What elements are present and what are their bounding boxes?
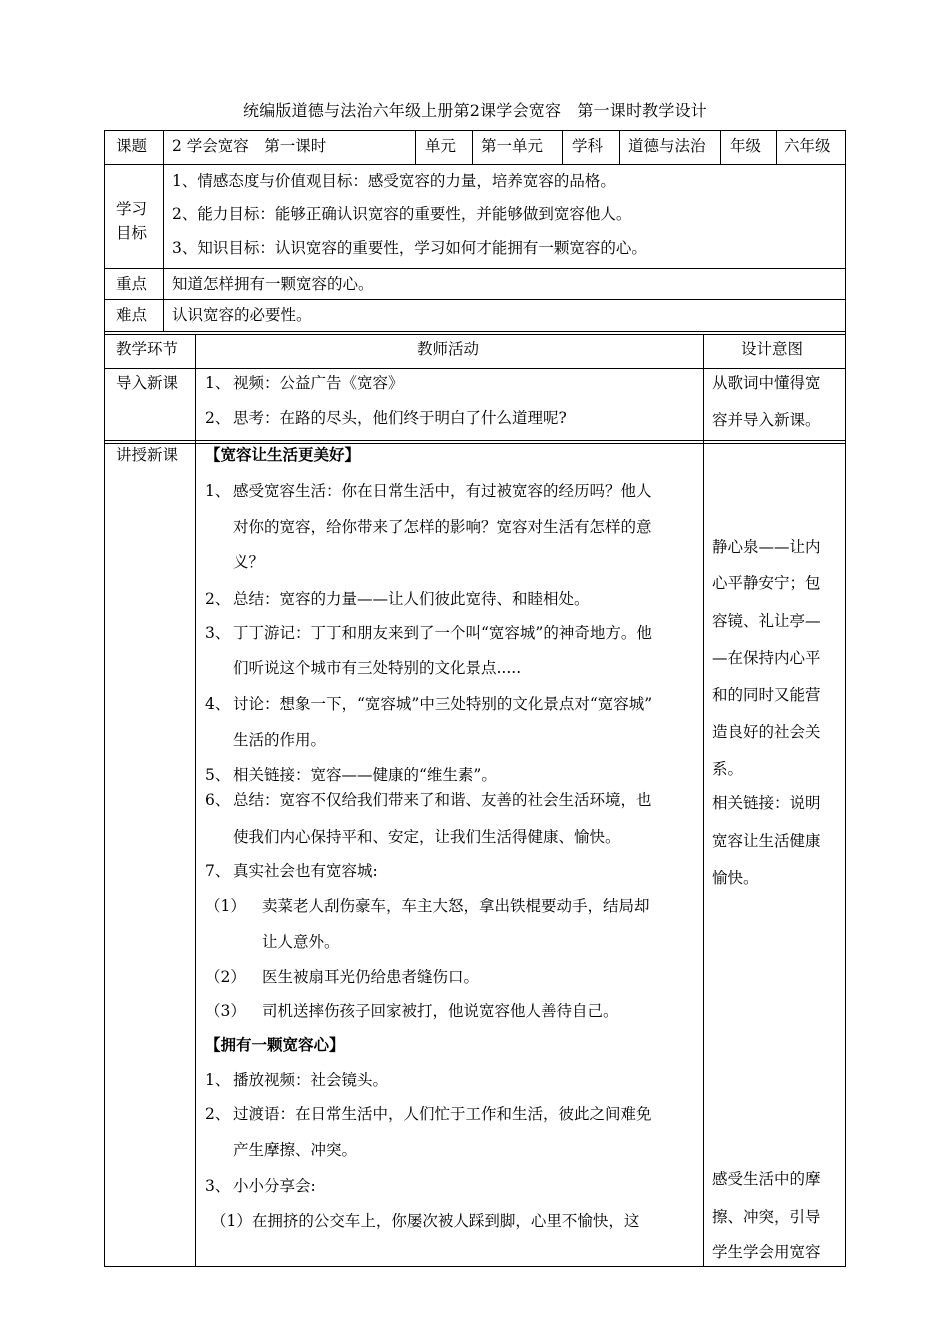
table-border <box>720 130 721 165</box>
intent-line: 心平静安宁；包 <box>712 574 821 592</box>
lecture-stage: 讲授新课 <box>116 446 179 464</box>
list-item: 讨论：想象一下，“宽容城”中三处特别的文化景点对“宽容城” <box>233 695 653 713</box>
list-number: 1、 <box>205 482 231 500</box>
intent-line: 和的同时又能营 <box>712 686 821 704</box>
list-number: 1、 <box>205 374 231 392</box>
intent-line: 感受生活中的摩 <box>712 1170 821 1188</box>
list-item: 义？ <box>233 553 265 571</box>
focus-label: 重点 <box>116 275 148 293</box>
list-item: 总结：宽容的力量——让人们彼此宽待、和睦相处。 <box>233 590 590 608</box>
list-item: 生活的作用。 <box>233 731 327 749</box>
table-border <box>104 130 105 1267</box>
list-item: 相关链接：宽容——健康的“维生素”。 <box>233 766 497 784</box>
list-item: 播放视频：社会镜头。 <box>233 1071 389 1089</box>
intent-line: 系。 <box>712 760 744 778</box>
focus-value: 知道怎样拥有一颗宽容的心。 <box>172 275 374 293</box>
list-item: 对你的宽容，给你带来了怎样的影响？宽容对生活有怎样的意 <box>233 518 652 536</box>
list-item: 们听说这个城市有三处特别的文化景点..... <box>233 659 522 677</box>
list-item: 使我们内心保持平和、安定，让我们生活得健康、愉快。 <box>233 828 621 846</box>
intent-line: 擦、冲突，引导 <box>712 1208 821 1226</box>
intent-line: —在保持内心平 <box>712 649 821 667</box>
table-border <box>104 268 846 269</box>
intent-line: 静心泉——让内 <box>712 538 821 556</box>
document-title: 统编版道德与法治六年级上册第2课学会宽容 第一课时教学设计 <box>243 101 707 120</box>
table-border <box>104 334 846 335</box>
table-border <box>104 164 846 165</box>
table-border <box>472 130 473 165</box>
column-intent: 设计意图 <box>741 340 804 358</box>
list-number: 7、 <box>205 862 231 880</box>
list-item: 过渡语：在日常生活中，人们忙于工作和生活，彼此之间难免 <box>233 1105 652 1123</box>
table-border <box>163 130 164 332</box>
intent-line: 愉快。 <box>712 869 759 887</box>
intent-line: 容镜、礼让亭— <box>712 612 821 630</box>
difficulty-label: 难点 <box>116 306 148 324</box>
case-item: 让人意外。 <box>262 933 340 951</box>
unit-label: 单元 <box>425 137 457 155</box>
table-border <box>703 334 704 1267</box>
intent-line: 宽容让生活健康 <box>712 832 821 850</box>
case-item: 司机送摔伤孩子回家被打，他说宽容他人善待自己。 <box>262 1002 619 1020</box>
table-border <box>104 440 846 441</box>
intent-line: 从歌词中懂得宽 <box>712 374 821 392</box>
list-number: 3、 <box>205 624 231 642</box>
table-border <box>104 368 846 369</box>
objective-item: 1、情感态度与价值观目标：感受宽容的力量，培养宽容的品格。 <box>172 172 616 190</box>
intro-stage: 导入新课 <box>116 374 179 392</box>
topic-value: 2 学会宽容 第一课时 <box>172 137 327 155</box>
grade-label: 年级 <box>730 137 762 155</box>
column-activity: 教师活动 <box>417 340 480 358</box>
list-item: 真实社会也有宽容城: <box>233 862 378 880</box>
objectives-label: 学习目标 <box>116 200 148 242</box>
list-number: 2、 <box>205 409 231 427</box>
table-border <box>776 130 777 165</box>
table-border <box>619 130 620 165</box>
intent-line: 相关链接：说明 <box>712 794 821 812</box>
objective-item: 2、能力目标：能够正确认识宽容的重要性，并能够做到宽容他人。 <box>172 205 632 223</box>
table-border <box>104 130 846 131</box>
list-number: 4、 <box>205 695 231 713</box>
table-border <box>104 1266 846 1267</box>
intent-line: 学生学会用宽容 <box>712 1243 821 1261</box>
list-number: 2、 <box>205 590 231 608</box>
list-item: 视频：公益广告《宽容》 <box>233 374 404 392</box>
table-border <box>415 130 416 165</box>
difficulty-value: 认识宽容的必要性。 <box>172 306 312 324</box>
case-number: （1） <box>205 897 246 915</box>
column-stage: 教学环节 <box>116 340 179 358</box>
case-item: 医生被扇耳光仍给患者缝伤口。 <box>262 968 480 986</box>
subject-label: 学科 <box>572 137 604 155</box>
objective-item: 3、知识目标：认识宽容的重要性，学习如何才能拥有一颗宽容的心。 <box>172 239 647 257</box>
table-border <box>562 130 563 165</box>
section-heading: 【宽容让生活更美好】 <box>205 445 361 464</box>
subject-value: 道德与法治 <box>628 137 706 155</box>
list-item: 丁丁游记：丁丁和朋友来到了一个叫“宽容城”的神奇地方。他 <box>233 624 652 642</box>
case-number: （2） <box>205 968 246 986</box>
list-item: 总结：宽容不仅给我们带来了和谐、友善的社会生活环境，也 <box>233 791 652 809</box>
intent-line: 容并导入新课。 <box>712 411 821 429</box>
table-border <box>104 331 846 332</box>
table-border <box>104 299 846 300</box>
intent-line: 造良好的社会关 <box>712 723 821 741</box>
table-border <box>104 443 846 444</box>
list-item: 思考：在路的尽头，他们终于明白了什么道理呢? <box>233 409 567 427</box>
case-number: （3） <box>205 1002 246 1020</box>
list-number: 6、 <box>205 791 231 809</box>
list-item: 感受宽容生活：你在日常生活中，有过被宽容的经历吗？他人 <box>233 482 652 500</box>
table-border <box>195 334 196 1267</box>
list-number: 3、 <box>205 1177 231 1195</box>
list-number: 5、 <box>205 766 231 784</box>
list-number: 1、 <box>205 1071 231 1089</box>
section-heading: 【拥有一颗宽容心】 <box>205 1035 345 1054</box>
unit-value: 第一单元 <box>481 137 544 155</box>
list-item: 产生摩擦、冲突。 <box>233 1141 358 1159</box>
share-item: （1）在拥挤的公交车上，你屡次被人踩到脚，心里不愉快，这 <box>211 1212 640 1230</box>
list-item: 小小分享会: <box>233 1177 316 1195</box>
topic-label: 课题 <box>116 137 148 155</box>
list-number: 2、 <box>205 1105 231 1123</box>
grade-value: 六年级 <box>784 137 831 155</box>
case-item: 卖菜老人刮伤豪车，车主大怒，拿出铁棍要动手，结局却 <box>262 897 650 915</box>
table-border <box>845 130 846 1267</box>
